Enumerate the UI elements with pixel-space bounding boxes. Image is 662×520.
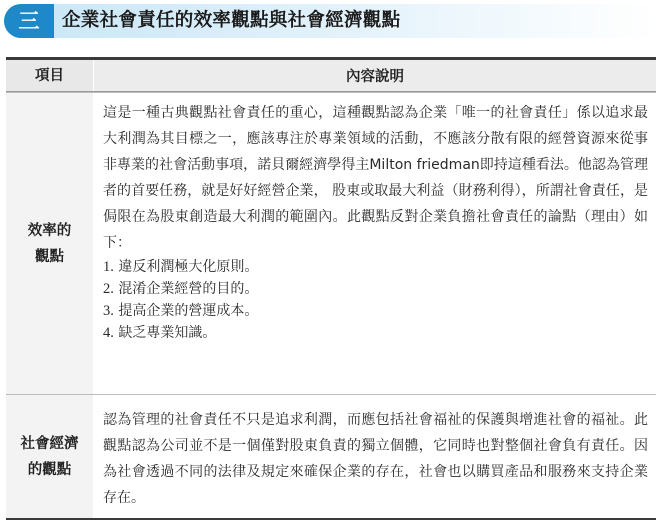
column-header-content: 內容說明 [93, 60, 656, 91]
table-row-socioeconomic-view [6, 394, 656, 518]
list-item-number: 3. [103, 303, 114, 319]
list-item-text: 缺乏專業知識。 [118, 325, 217, 341]
row-label-line: 效率的 [27, 222, 72, 239]
row-content-efficiency-view [93, 93, 656, 394]
table-row-efficiency-view [6, 92, 656, 394]
row-content-socioeconomic-view [93, 395, 656, 518]
list-item [103, 256, 648, 278]
list-item-number: 2. [103, 281, 114, 297]
list-item [103, 278, 648, 300]
section-header [0, 4, 662, 38]
socioeconomic-view-paragraph: 認為管理的社會責任不只是追求利潤，而應包括社會福祉的保護與增進社會的福祉。此觀點認為公司並不是一個僅對股東負責的獨立個體，它同時也對整個社會負有責任。因為社會透過不同的法律及規定來確保企業的存在，社會也以購買產品和服務來支持企業存在。 [103, 412, 648, 506]
list-item-number: 1. [103, 259, 114, 275]
list-item-text: 提高企業的營運成本。 [118, 303, 259, 319]
column-header-item: 項目 [6, 60, 93, 91]
list-item-text: 違反利潤極大化原則。 [118, 259, 259, 275]
row-label-line: 觀點 [35, 248, 64, 265]
list-item-number: 4. [103, 325, 114, 341]
list-item [103, 322, 648, 344]
objection-list [103, 256, 648, 344]
section-title: 企業社會責任的效率觀點與社會經濟觀點 [62, 10, 401, 31]
section-number-badge: 三 [4, 4, 54, 38]
row-label-efficiency-view [6, 93, 93, 394]
list-item-text: 混淆企業經營的目的。 [118, 281, 259, 297]
list-item [103, 300, 648, 322]
efficiency-view-paragraph: 這是一種古典觀點社會責任的重心，這種觀點認為企業「唯一的社會責任」係以追求最大利潤為其目標之一，應該專注於專業領域的活動，不應該分散有限的經營資源來從事非專業的社會活動事項，諾貝爾經濟學得主Milton friedman即持這種看法。他認為管理者的首要任務，就是好好經營企業， 股東或取最大利益（財務利得），所謂社會責任，是侷限在為股東創造最大利潤的範圍內。此觀點反對企業負擔社會責任的論點（理由）如下： [103, 105, 648, 251]
row-label-line: 社會經濟 [20, 435, 79, 452]
row-label-line: 的觀點 [27, 461, 72, 478]
row-label-socioeconomic-view [6, 395, 93, 518]
table-header-row [6, 60, 656, 92]
comparison-table [6, 57, 656, 520]
